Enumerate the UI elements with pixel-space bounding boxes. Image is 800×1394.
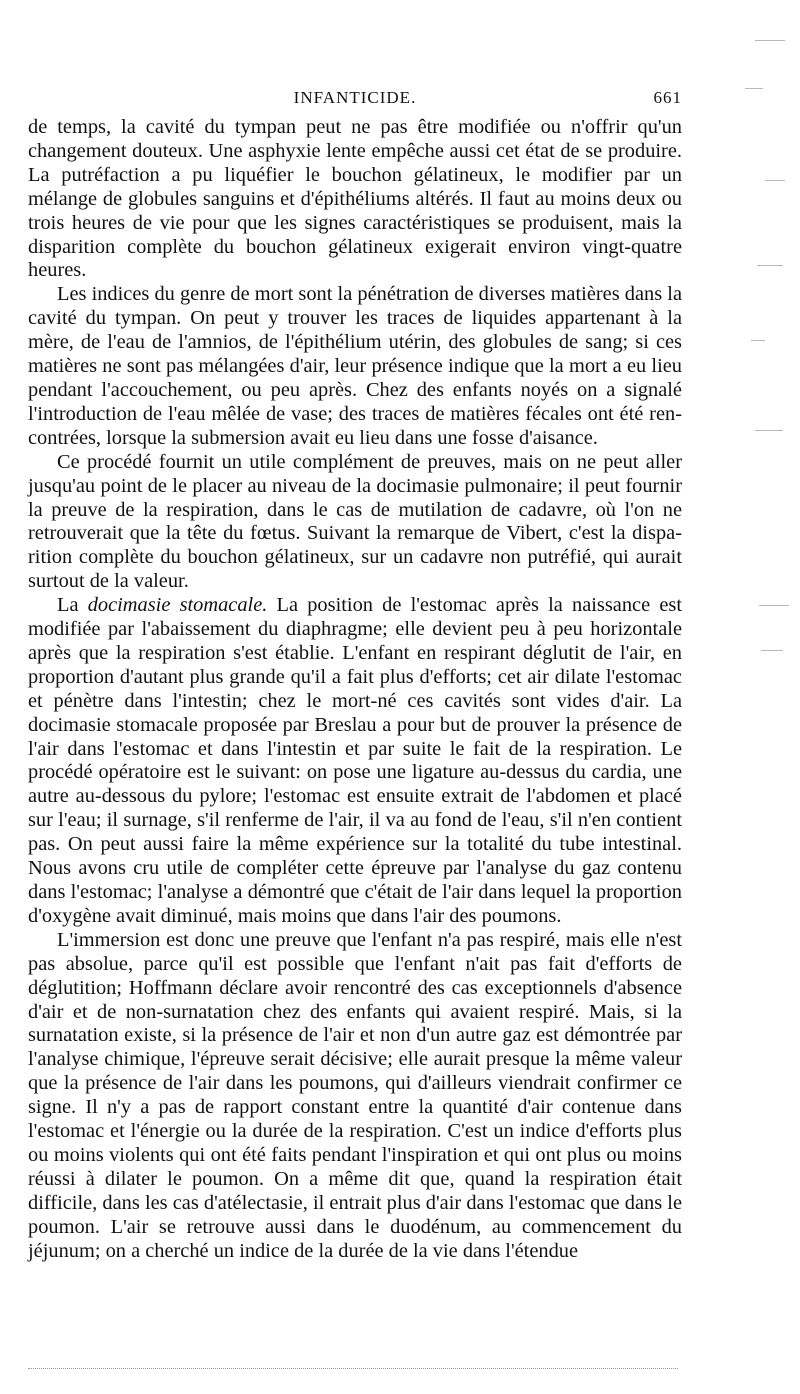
paragraph-4	[28, 594, 682, 929]
paragraph-2: Les indices du genre de mort sont la pénétration de diverses matières dans la cavité du tympan. On peut y trouver les traces de liquides appartenant à la mère, de l'eau de l'amnios, de l'épithélium utérin, des globules de sang; si ces matières ne sont pas mélangées d'air, leur présence indique que la mort a eu lieu pendant l'accouchement, ou peu après. Chez des enfants noyés on a signalé l'introduction de l'eau mêlée de vase; des traces de matières fécales ont été rencontrées, lorsque la submersion avait eu lieu dans une fosse d'aisance.	[28, 283, 682, 449]
paragraph-3: Ce procédé fournit un utile complément de preuves, mais on ne peut aller jusqu'au point de le placer au niveau de la docimasie pulmonaire; il peut fournir la preuve de la respiration, dans le cas de mutilation de cadavre, où l'on ne retrouverait que la tête du fœtus. Suivant la remarque de Vibert, c'est la disparition complète du bouchon gélatineux, sur un cadavre non putréfié, qui aurait surtout de la valeur.	[28, 450, 682, 593]
paragraph-4-body: La position de l'estomac après la naissance est modifiée par l'abaissement du diaphragme; elle devient peu à peu horizontale après que la respiration s'est établie. L'enfant en respirant déglutit de l'air, en proportion d'autant plus grande qu'il a fait plus d'efforts; cet air dilate l'estomac et pénètre dans l'intestin; chez le mort-né ces cavités sont vides d'air. La docimasie stomacale proposée par Breslau a pour but de prouver la présence de l'air dans l'estomac et dans l'intestin et par suite le fait de la respiration. Le procédé opératoire est le suivant: on pose une ligature au-dessus du cardia, une autre au-dessous du pylore; l'estomac est ensuite extrait de l'abdomen et placé sur l'eau; il surnage, s'il renferme de l'air, il va au fond de l'eau, s'il n'en contient pas. On peut aussi faire la même expérience sur la totalité du tube intestinal. Nous avons cru utile de compléter cette épreuve par l'analyse du gaz contenu dans l'estomac; l'analyse a démontré que c'était de l'air dans lequel la proportion d'oxygène avait diminué, mais moins que dans l'air des poumons.	[28, 594, 682, 927]
running-header	[28, 88, 682, 112]
bottom-dotted-rule	[28, 1368, 678, 1369]
margin-bleed-marks	[735, 40, 795, 740]
running-title: INFANTICIDE.	[293, 88, 417, 107]
paragraph-1: de temps, la cavité du tympan peut ne pas être modifiée ou n'offrir qu'un changement douteux. Une asphyxie lente empêche aussi cet état de se produire. La putréfaction a pu liquéfier le bouchon gélatineux, le modifier par un mélange de globules sanguins et d'épithéliums altérés. Il faut au moins deux ou trois heures de vie pour que les signes caractéristiques se produisent, mais la disparition complète du bouchon gélatineux exigerait environ vingt-quatre heures.	[28, 116, 682, 282]
paragraph-4-lead: La	[57, 594, 88, 617]
section-heading-docimasie-stomacale: docimasie stomacale.	[87, 594, 268, 617]
paragraph-5: L'immersion est donc une preuve que l'enfant n'a pas respiré, mais elle n'est pas absolue, parce qu'il est possible que l'enfant n'ait pas fait d'efforts de déglutition; Hoffmann déclare avoir rencontré des cas exceptionnels d'absence d'air et de non-surnatation chez des enfants qui avaient respiré. Mais, si la surnatation existe, si la présence de l'air et non d'un autre gaz est démontrée par l'analyse chimique, l'épreuve serait décisive; elle aurait presque la même valeur que la présence de l'air dans les poumons, qui d'ailleurs viendrait confirmer ce signe. Il n'y a pas de rapport constant entre la quantité d'air contenue dans l'estomac et l'énergie ou la durée de la respiration. C'est un indice d'efforts plus ou moins violents qui ont été faits pendant l'inspiration et qui ont plus ou moins réussi à dilater le poumon. On a même dit que, quand la respiration était difficile, dans les cas d'atélectasie, il entrait plus d'air dans l'estomac que dans le poumon. L'air se retrouve aussi dans le duodénum, au commencement du jéjunum; on a cherché un indice de la durée de la vie dans l'étendue	[28, 928, 682, 1262]
body-text	[28, 116, 682, 1264]
page-number: 661	[653, 88, 682, 107]
